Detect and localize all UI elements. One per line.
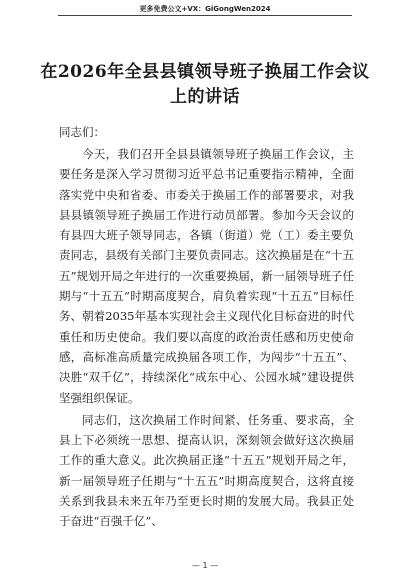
body-paragraph: 今天，我们召开全县县镇领导班子换届工作会议，主要任务是深入学习贯彻习近平总书记重要指示精神，全面落实党中央和省委、市委关于换届工作的部署要求，对我县县镇领导班子换届工作进行动员部署。参加今天会议的有县四大班子领导同志，各镇（街道）党（工）委主要负责同志，县级有关部门主要负责同志。这次换届是在“十五五”规划开局之年进行的一次重要换届，新一届领导班子任期与“十五五”时期高度契合，肩负着实现“十五五”目标任务、朝着2035年基本实现社会主义现代化目标奋进的时代重任和历史使命。我们要以高度的政治责任感和历史使命感，高标准高质量完成换届各项工作，为闯步“十五五”、决胜“双千亿”，持续深化“成东中心、公园水城”建设提供坚强组织保证。 bbox=[59, 147, 354, 405]
page-number: — 1 — bbox=[191, 561, 219, 570]
salutation: 同志们： bbox=[59, 125, 105, 139]
document-body bbox=[59, 122, 354, 534]
document-title: 在2026年全县县镇领导班子换届工作会议上的讲话 bbox=[40, 62, 370, 107]
header-banner: 更多免费公文+VX：GiGongWen2024 bbox=[139, 5, 271, 13]
body-paragraph: 同志们，这次换届工作时间紧、任务重、要求高，全县上下必须统一思想、提高认识，深刻领会做好这次换届工作的重大意义。此次换届正逢“十五五”规划开局之年，新一届领导班子任期与“十五五”时期高度契合，这将直接关系到我县未来五年乃至更长时期的发展大局。我县正处于奋进“百强千亿”、 bbox=[59, 412, 354, 529]
header-divider bbox=[58, 15, 352, 16]
